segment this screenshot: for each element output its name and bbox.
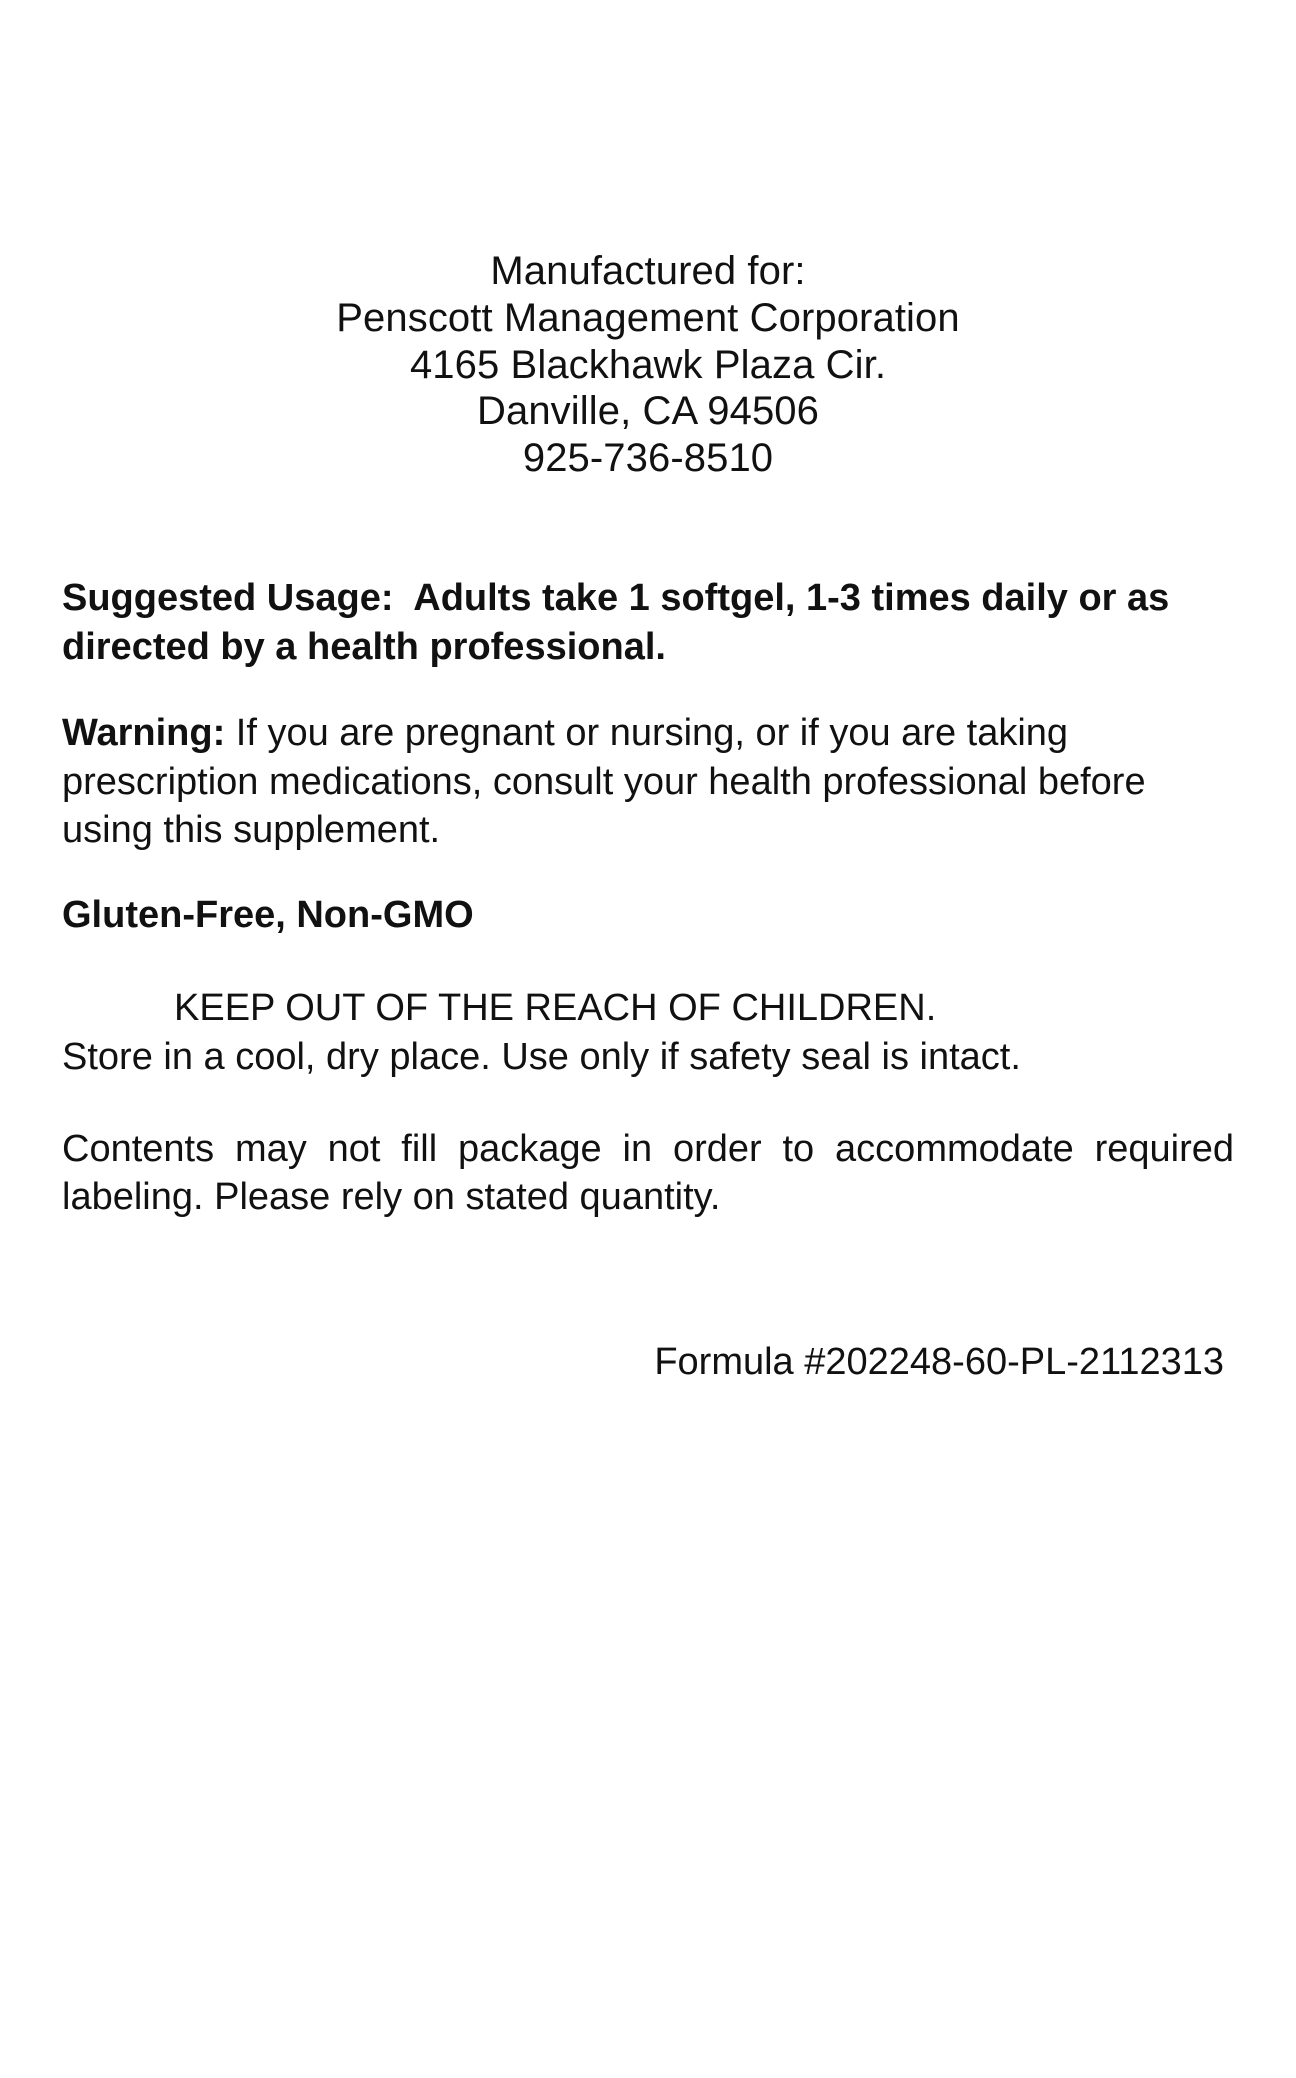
label-body	[62, 574, 1234, 1222]
keep-out-block	[62, 984, 1234, 1083]
keep-out-of-reach-line: KEEP OUT OF THE REACH OF CHILDREN.	[174, 986, 937, 1029]
warning-label: Warning:	[62, 712, 226, 755]
manufactured-for-heading: Manufactured for:	[490, 249, 806, 293]
warning-paragraph	[62, 709, 1234, 855]
suggested-usage-label: Suggested Usage:	[62, 576, 394, 619]
company-phone: 925-736-8510	[522, 436, 774, 481]
company-name: Penscott Management Corporation	[336, 295, 960, 340]
storage-instructions-line: Store in a cool, dry place. Use only if safety seal is intact.	[62, 1036, 1021, 1079]
formula-number: Formula #202248-60-PL-2112313	[654, 1340, 1224, 1383]
claims-text: Gluten-Free, Non-GMO	[62, 894, 474, 937]
manufacturer-block	[62, 248, 1234, 482]
warning-text: If you are pregnant or nursing, or if you are taking prescription medications, consult your health professional before using this supplement.	[62, 712, 1146, 852]
suggested-usage-paragraph	[62, 574, 1234, 671]
company-street: 4165 Blackhawk Plaza Cir.	[409, 342, 887, 387]
supplement-label-panel	[0, 248, 1296, 2078]
suggested-usage-text: Adults take 1 softgel, 1-3 times daily or as directed by a health professional.	[62, 576, 1170, 668]
contents-note: Contents may not fill package in order to accommodate required labeling. Please rely on stated quantity.	[62, 1127, 1234, 1219]
company-city-state-zip: Danville, CA 94506	[476, 389, 819, 434]
